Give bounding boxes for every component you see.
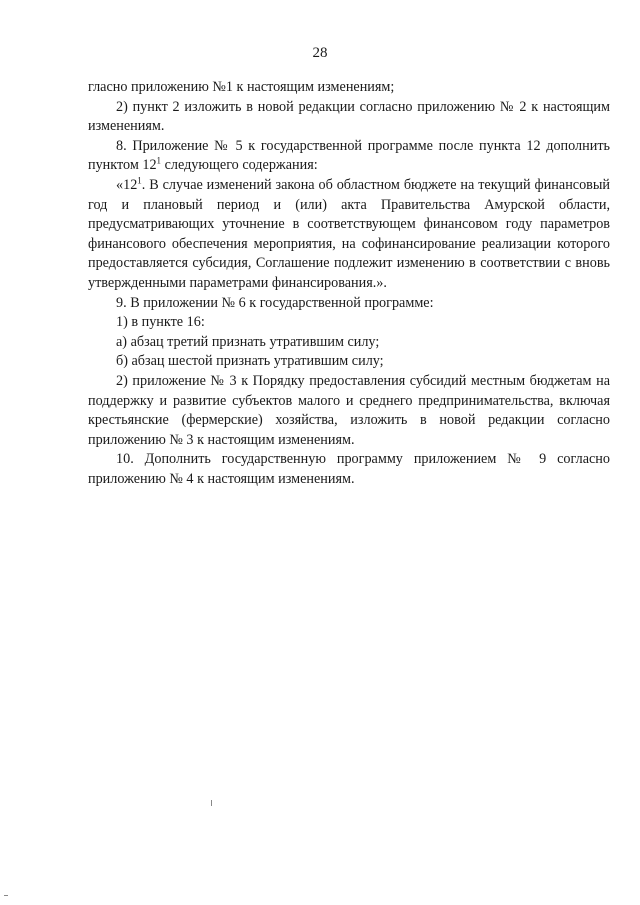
paragraph-subitem-a: а) абзац третий признать утратившим силу; [116, 333, 380, 350]
superscript-one: 1 [156, 155, 162, 166]
paragraph-item-8-text-end: следующего содержания: [161, 157, 318, 174]
page-number: 28 [312, 45, 328, 61]
paragraph-subitem-2: 2) приложение № 3 к Порядку предоставления субсидий местным бюджетам на поддержку и развитие субъектов малого и среднего предпринимательства, включая крестьянские (фермерские) хозяйства, изложить в новой редакции согласно приложению № 3 к настоящим изменениям. [88, 372, 610, 448]
paragraph-item-2: 2) пункт 2 изложить в новой редакции согласно приложению № 2 к настоящим изменениям. [88, 98, 610, 135]
paragraph-item-8-text: 8. Приложение № 5 к государственной программе после пункта 12 дополнить пунктом 12 [88, 137, 610, 174]
quoted-clause-number: «12 [116, 176, 138, 193]
scan-mark [211, 800, 212, 806]
document-body [88, 78, 610, 489]
paragraph-item-9: 9. В приложении № 6 к государственной программе: [116, 294, 434, 311]
paragraph-continuation: гласно приложению №1 к настоящим изменениям; [88, 79, 395, 95]
paragraph-item-10: 10. Дополнить государственную программу приложением № 9 согласно приложению № 4 к настоящим изменениям. [88, 451, 610, 487]
paragraph-subitem-b: б) абзац шестой признать утратившим силу; [116, 353, 384, 370]
paragraph-quoted-clause [88, 176, 610, 294]
superscript-one: 1 [137, 175, 142, 186]
quoted-clause-text: . В случае изменений закона об областном бюджете на текущий финансовый год и плановый период и (или) акта Правительства Амурской области, предусматривающих уточнение в соответствующем финансовом году параметров финансового обеспечения мероприятия, на софинансирование реализации которого предоставляется субсидия, Соглашение подлежит изменению в соответствии с вновь утвержденными параметрами финансирования.». [88, 176, 610, 291]
scan-mark [4, 895, 8, 896]
paragraph-subitem-1: 1) в пункте 16: [116, 314, 205, 331]
paragraph-item-8 [88, 137, 610, 176]
